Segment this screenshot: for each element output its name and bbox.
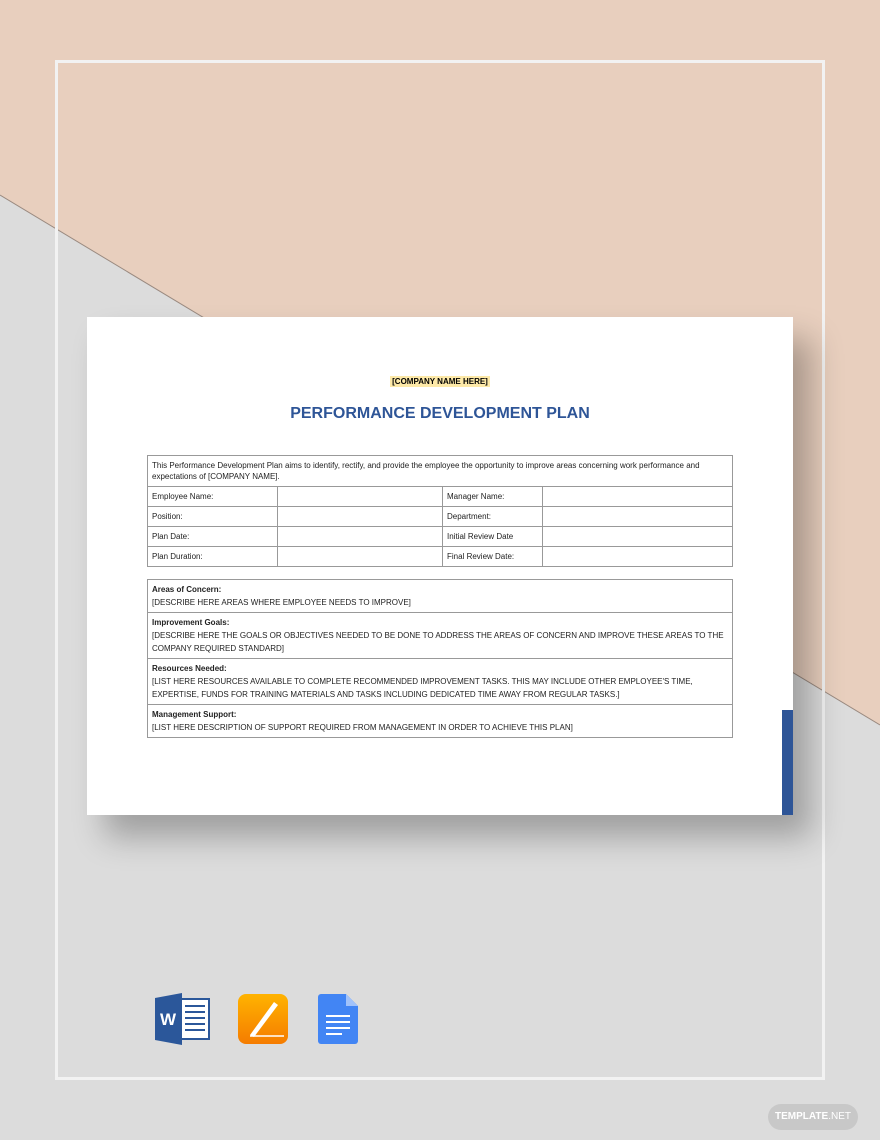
section-heading: Resources Needed: bbox=[152, 664, 227, 673]
field-value[interactable] bbox=[278, 487, 443, 507]
field-label: Position: bbox=[148, 507, 278, 527]
svg-text:W: W bbox=[159, 1010, 177, 1029]
field-value[interactable] bbox=[543, 527, 733, 547]
field-value[interactable] bbox=[543, 487, 733, 507]
google-docs-icon[interactable] bbox=[318, 994, 358, 1044]
section-body: [LIST HERE DESCRIPTION OF SUPPORT REQUIRED FROM MANAGEMENT IN ORDER TO ACHIEVE THIS PLAN] bbox=[152, 723, 573, 732]
pages-icon[interactable] bbox=[238, 994, 288, 1044]
section-heading: Areas of Concern: bbox=[152, 585, 222, 594]
section-row bbox=[148, 659, 733, 705]
field-label: Plan Duration: bbox=[148, 547, 278, 567]
document-preview bbox=[87, 317, 793, 815]
field-label: Manager Name: bbox=[443, 487, 543, 507]
section-row bbox=[148, 705, 733, 738]
word-icon[interactable] bbox=[155, 993, 210, 1045]
section-body: [LIST HERE RESOURCES AVAILABLE TO COMPLETE RECOMMENDED IMPROVEMENT TASKS. THIS MAY INCLUDE OTHER EMPLOYEE'S TIME, EXPERTISE, FUNDS FOR TRAINING MATERIALS AND TASKS INCLUDING DEDICATED TIME AWAY FROM REGULAR TASKS.] bbox=[152, 677, 693, 699]
field-value[interactable] bbox=[278, 527, 443, 547]
field-label: Employee Name: bbox=[148, 487, 278, 507]
section-body: [DESCRIBE HERE AREAS WHERE EMPLOYEE NEEDS TO IMPROVE] bbox=[152, 598, 411, 607]
badge-suffix: .NET bbox=[828, 1111, 851, 1122]
accent-bar bbox=[782, 710, 793, 815]
badge-main: TEMPLATE bbox=[775, 1111, 829, 1122]
info-table bbox=[147, 455, 733, 567]
section-body: [DESCRIBE HERE THE GOALS OR OBJECTIVES NEEDED TO BE DONE TO ADDRESS THE AREAS OF CONCERN AND IMPROVE THESE AREAS TO THE COMPANY REQUIRED STANDARD] bbox=[152, 631, 724, 653]
intro-text: This Performance Development Plan aims to identify, rectify, and provide the employee the opportunity to improve areas concerning work performance and expectations of [COMPANY NAME]. bbox=[148, 456, 733, 487]
field-label: Final Review Date: bbox=[443, 547, 543, 567]
field-value[interactable] bbox=[543, 507, 733, 527]
field-label: Department: bbox=[443, 507, 543, 527]
table-row bbox=[148, 547, 733, 567]
document-title: PERFORMANCE DEVELOPMENT PLAN bbox=[290, 405, 590, 422]
company-name bbox=[87, 377, 793, 386]
field-value[interactable] bbox=[278, 547, 443, 567]
field-value[interactable] bbox=[278, 507, 443, 527]
section-row bbox=[148, 580, 733, 613]
field-label: Plan Date: bbox=[148, 527, 278, 547]
field-label: Initial Review Date bbox=[443, 527, 543, 547]
field-value[interactable] bbox=[543, 547, 733, 567]
section-heading: Management Support: bbox=[152, 710, 237, 719]
section-row bbox=[148, 613, 733, 659]
table-row bbox=[148, 527, 733, 547]
company-name-text: [COMPANY NAME HERE] bbox=[392, 377, 488, 386]
template-net-badge[interactable] bbox=[768, 1104, 858, 1130]
section-heading: Improvement Goals: bbox=[152, 618, 230, 627]
table-row bbox=[148, 487, 733, 507]
table-row bbox=[148, 507, 733, 527]
sections-table bbox=[147, 579, 733, 738]
